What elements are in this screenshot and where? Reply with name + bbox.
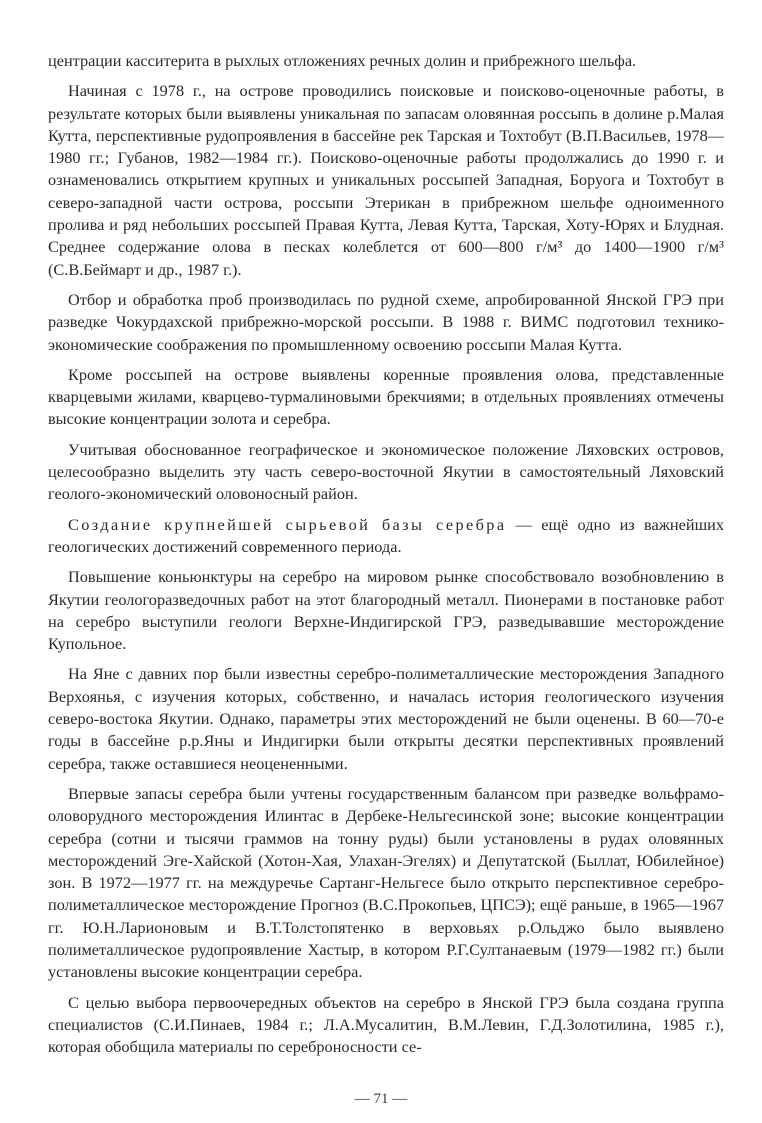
- page-number: — 71 —: [354, 1091, 408, 1107]
- paragraph-bedrock-tin: Кроме россыпей на острове выявлены коренные проявления олова, представленные кварцевыми жилами, кварцево-турмалиновыми брекчиями; в отдельных проявлениях отмечены высокие концентрации золота и серебра.: [48, 364, 724, 429]
- emphasis-rest-text: — ещё одно из важнейших геологических достижений современного периода.: [48, 514, 724, 556]
- paragraph-silver-market: Повышение коньюнктуры на серебро на мировом рынке способствовало возобновлению в Якутии геологоразведочных работ на этот благородный металл. Пионерами в постановке работ на серебро выступили геологи Верхне-Индигирской ГРЭ, разведывавшие месторождение Купольное.: [48, 567, 724, 654]
- paragraph-silver-reserves: Впервые запасы серебра были учтены государственным балансом при разведке вольфрамо-оловорудного месторождения Илинтас в Дербеке-Нельгесинской зоне; высокие концентрации серебра (сотни и тысячи граммов на тонну руды) были установлены в рудах оловянных месторождений Эге-Хайской (Хотон-Хая, Улахан-Эгелях) и Депутатской (Быллат, Юбилейное) зон. В 1972—1977 гг. на междуречье Сартанг-Нельгесе было открыто перспективное серебро-полиметаллическое месторождение Прогноз (В.С.Прокопьев, ЦПСЭ); ещё раньше, в 1965—1967 гг. Ю.Н.Ларионовым и В.Т.Толстопятенко в верховьях р.Ольджо было выявлено полиметаллическое рудопроявление Хастыр, в котором Р.Г.Султанаевым (1979—1982 гг.) были установлены высокие концентрации серебра.: [48, 783, 724, 982]
- paragraph-lyakhovsky-exploration: Начиная с 1978 г., на острове проводились поисковые и поисково-оценочные работы, в результате которых были выявлены уникальная по запасам оловянная россыпь в долине р.Малая Кутта, перспективные рудопроявления в бассейне рек Тарская и Тохтобут (В.П.Васильев, 1978—1980 гг.; Губанов, 1982—1984 гг.). Поисково-оценочные работы продолжались до 1990 г. и ознаменовались открытием крупных и уникальных россыпей Западная, Боруога и Тохтобут в северо-западной части острова, россыпи Этерикан в прибрежном шельфе одноименного пролива и ряд небольших россыпей Правая Кутта, Левая Кутта, Тарская, Хоту-Юрях и Блудная. Среднее содержание олова в песках колеблется от 600—800 г/м³ до 1400—1900 г/м³ (С.В.Беймарт и др., 1987 г.).: [48, 81, 724, 279]
- paragraph-silver-base-heading: [48, 514, 724, 559]
- paragraph-lyakhovsky-district: Учитывая обоснованное географическое и экономическое положение Ляховских островов, целесообразно выделить эту часть северо-восточной Якутии в самостоятельный Ляховский геолого-экономический оловоносный район.: [48, 439, 724, 504]
- paragraph-specialist-group: С целью выбора первоочередных объектов на серебро в Янской ГРЭ была создана группа специалистов (С.И.Пинаев, 1984 г.; Л.А.Мусалитин, В.М.Левин, Г.Д.Золотилина, 1985 г.), которая обобщила материалы по сереброносности се-: [48, 992, 724, 1057]
- spaced-emphasis-text: Создание крупнейшей сырьевой базы серебра: [68, 514, 507, 534]
- paragraph-continuation: центрации касситерита в рыхлых отложениях речных долин и прибрежного шельфа.: [48, 51, 637, 70]
- paragraph-yana-deposits: На Яне с давних пор были известны серебро-полиметаллические месторождения Западного Верхоянья, с изучения которых, собственно, и началась история геологического изучения северо-востока Якутии. Однако, параметры этих месторождений не были оценены. В 60—70-е годы в бассейне р.р.Яны и Индигирки были открыты десятки перспективных проявлений серебра, также оставшиеся неоцененными.: [48, 664, 724, 773]
- paragraph-sampling: Отбор и обработка проб производилась по рудной схеме, апробированной Янской ГРЭ при разведке Чокурдахской прибрежно-морской россыпи. В 1988 г. ВИМС подготовил технико-экономические соображения по промышленному освоению россыпи Малая Кутта.: [48, 289, 724, 354]
